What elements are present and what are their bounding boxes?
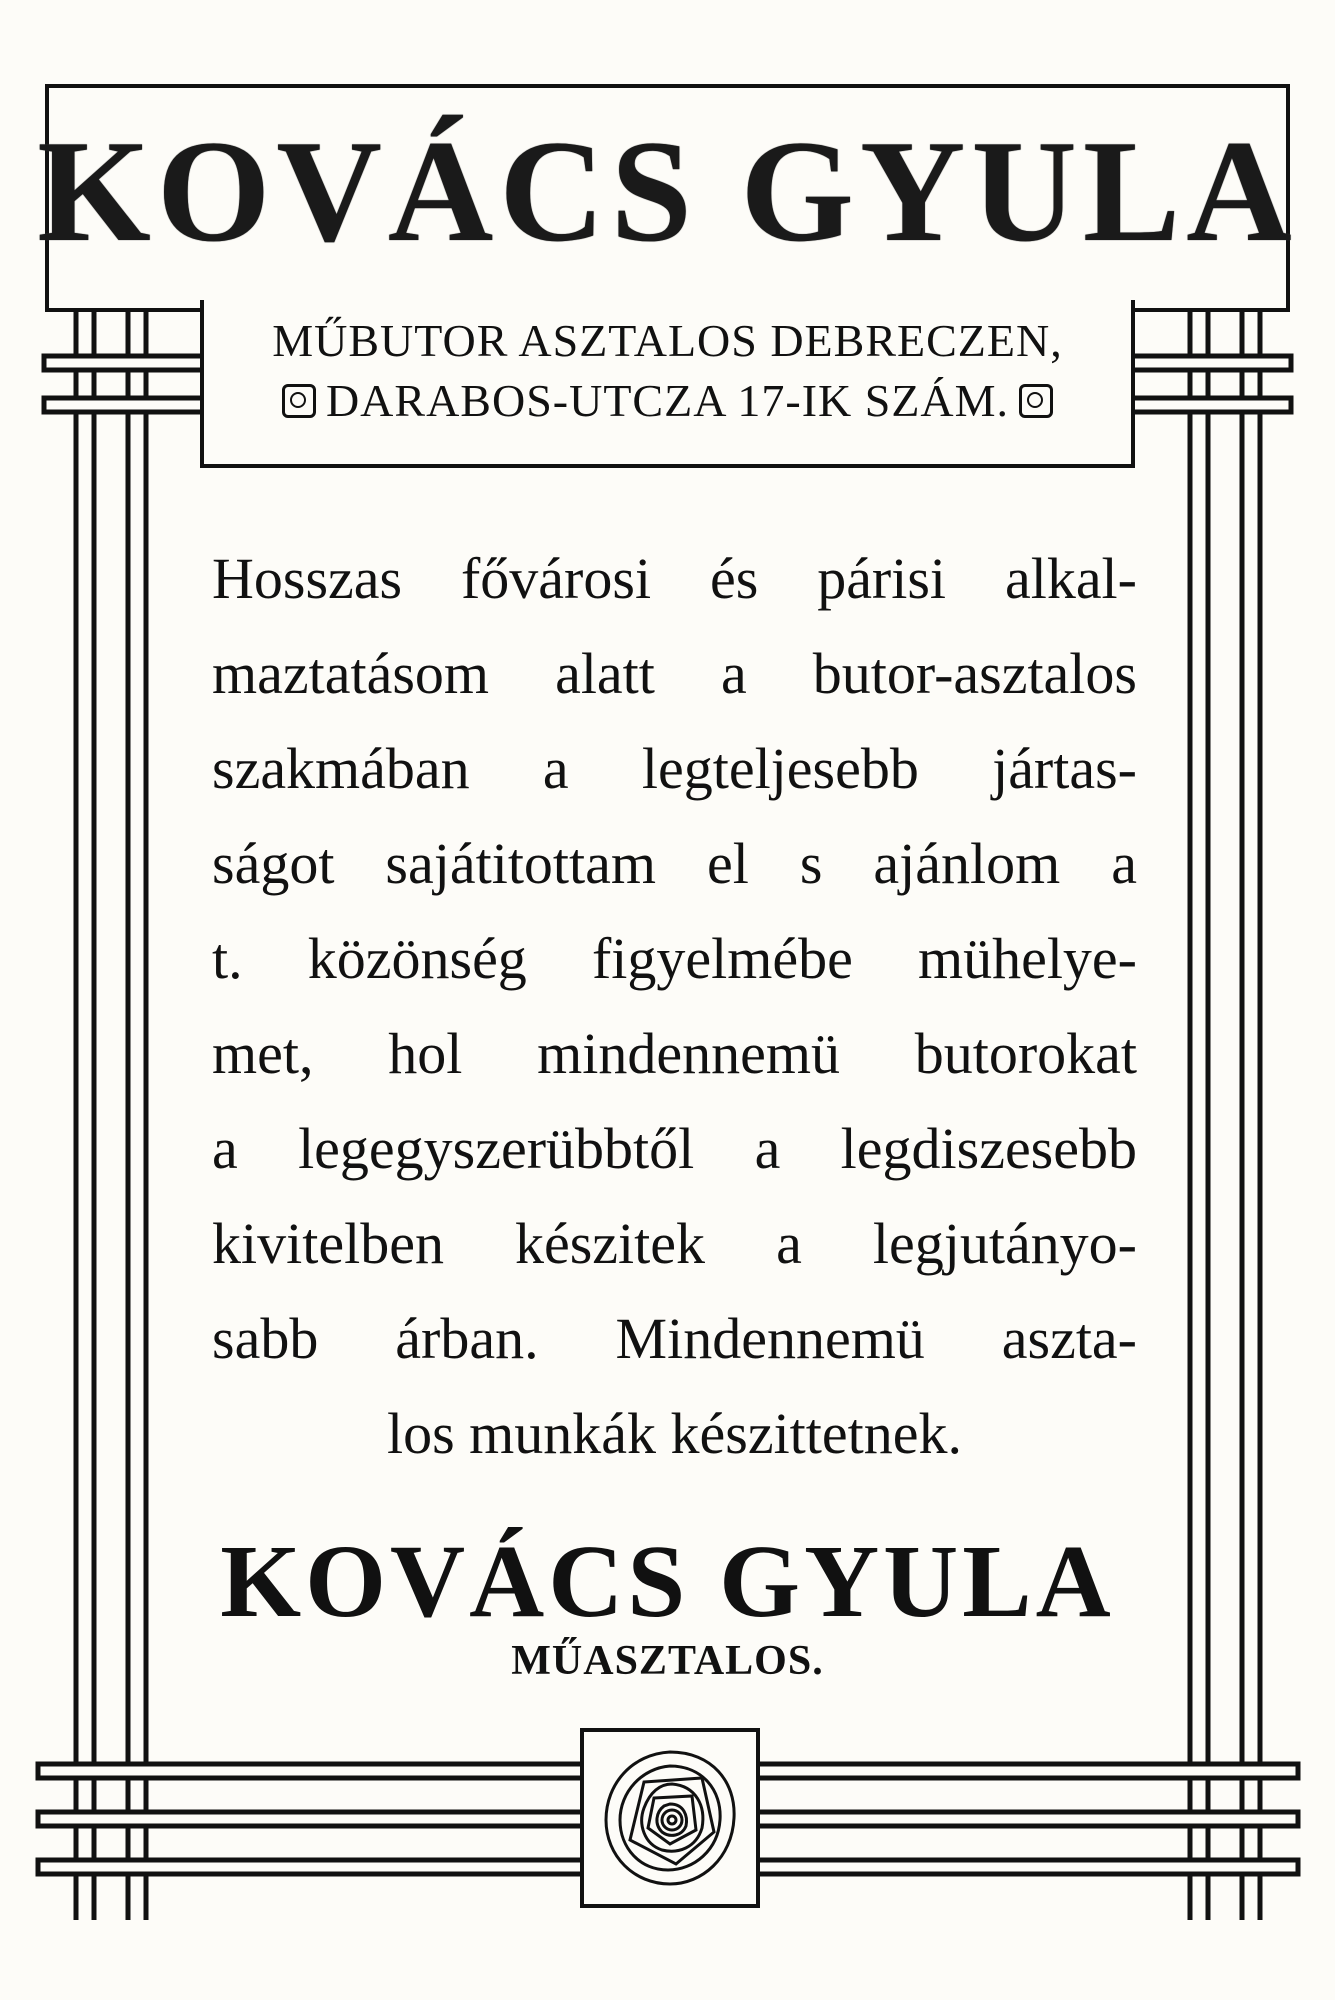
body-line: kivitelben készitek a legjutányo- bbox=[212, 1211, 1137, 1276]
body-line: a legegyszerübbtől a legdiszesebb bbox=[212, 1116, 1137, 1181]
body-line: met, hol mindennemü butorokat bbox=[212, 1021, 1137, 1086]
spiral-ornament-icon bbox=[1019, 384, 1053, 418]
address-line-2-wrap bbox=[200, 375, 1135, 426]
rose-icon bbox=[584, 1732, 756, 1904]
address-line-1: MŰBUTOR ASZTALOS DEBRECZEN, bbox=[272, 315, 1063, 366]
body-line: szakmában a legteljesebb jártas- bbox=[212, 736, 1137, 801]
signature-title: MŰASZTALOS. bbox=[511, 1638, 824, 1684]
body-line: Hosszas fővárosi és párisi alkal- bbox=[212, 546, 1137, 611]
spiral-ornament-icon bbox=[282, 384, 316, 418]
body-line: t. közönség figyelmébe mühelye- bbox=[212, 926, 1137, 991]
page-title: KOVÁCS GYULA bbox=[37, 110, 1298, 272]
body-line: sabb árban. Mindennemü aszta- bbox=[212, 1306, 1137, 1371]
body-line: los munkák készittetnek. bbox=[386, 1401, 963, 1466]
rose-emblem-box bbox=[580, 1728, 760, 1908]
address-line-2: DARABOS-UTCZA 17-IK SZÁM. bbox=[325, 375, 1010, 426]
body-line: ságot sajátitottam el s ajánlom a bbox=[212, 831, 1137, 896]
body-line: maztatásom alatt a butor-asztalos bbox=[212, 641, 1137, 706]
signature-name: KOVÁCS GYULA bbox=[220, 1524, 1115, 1639]
